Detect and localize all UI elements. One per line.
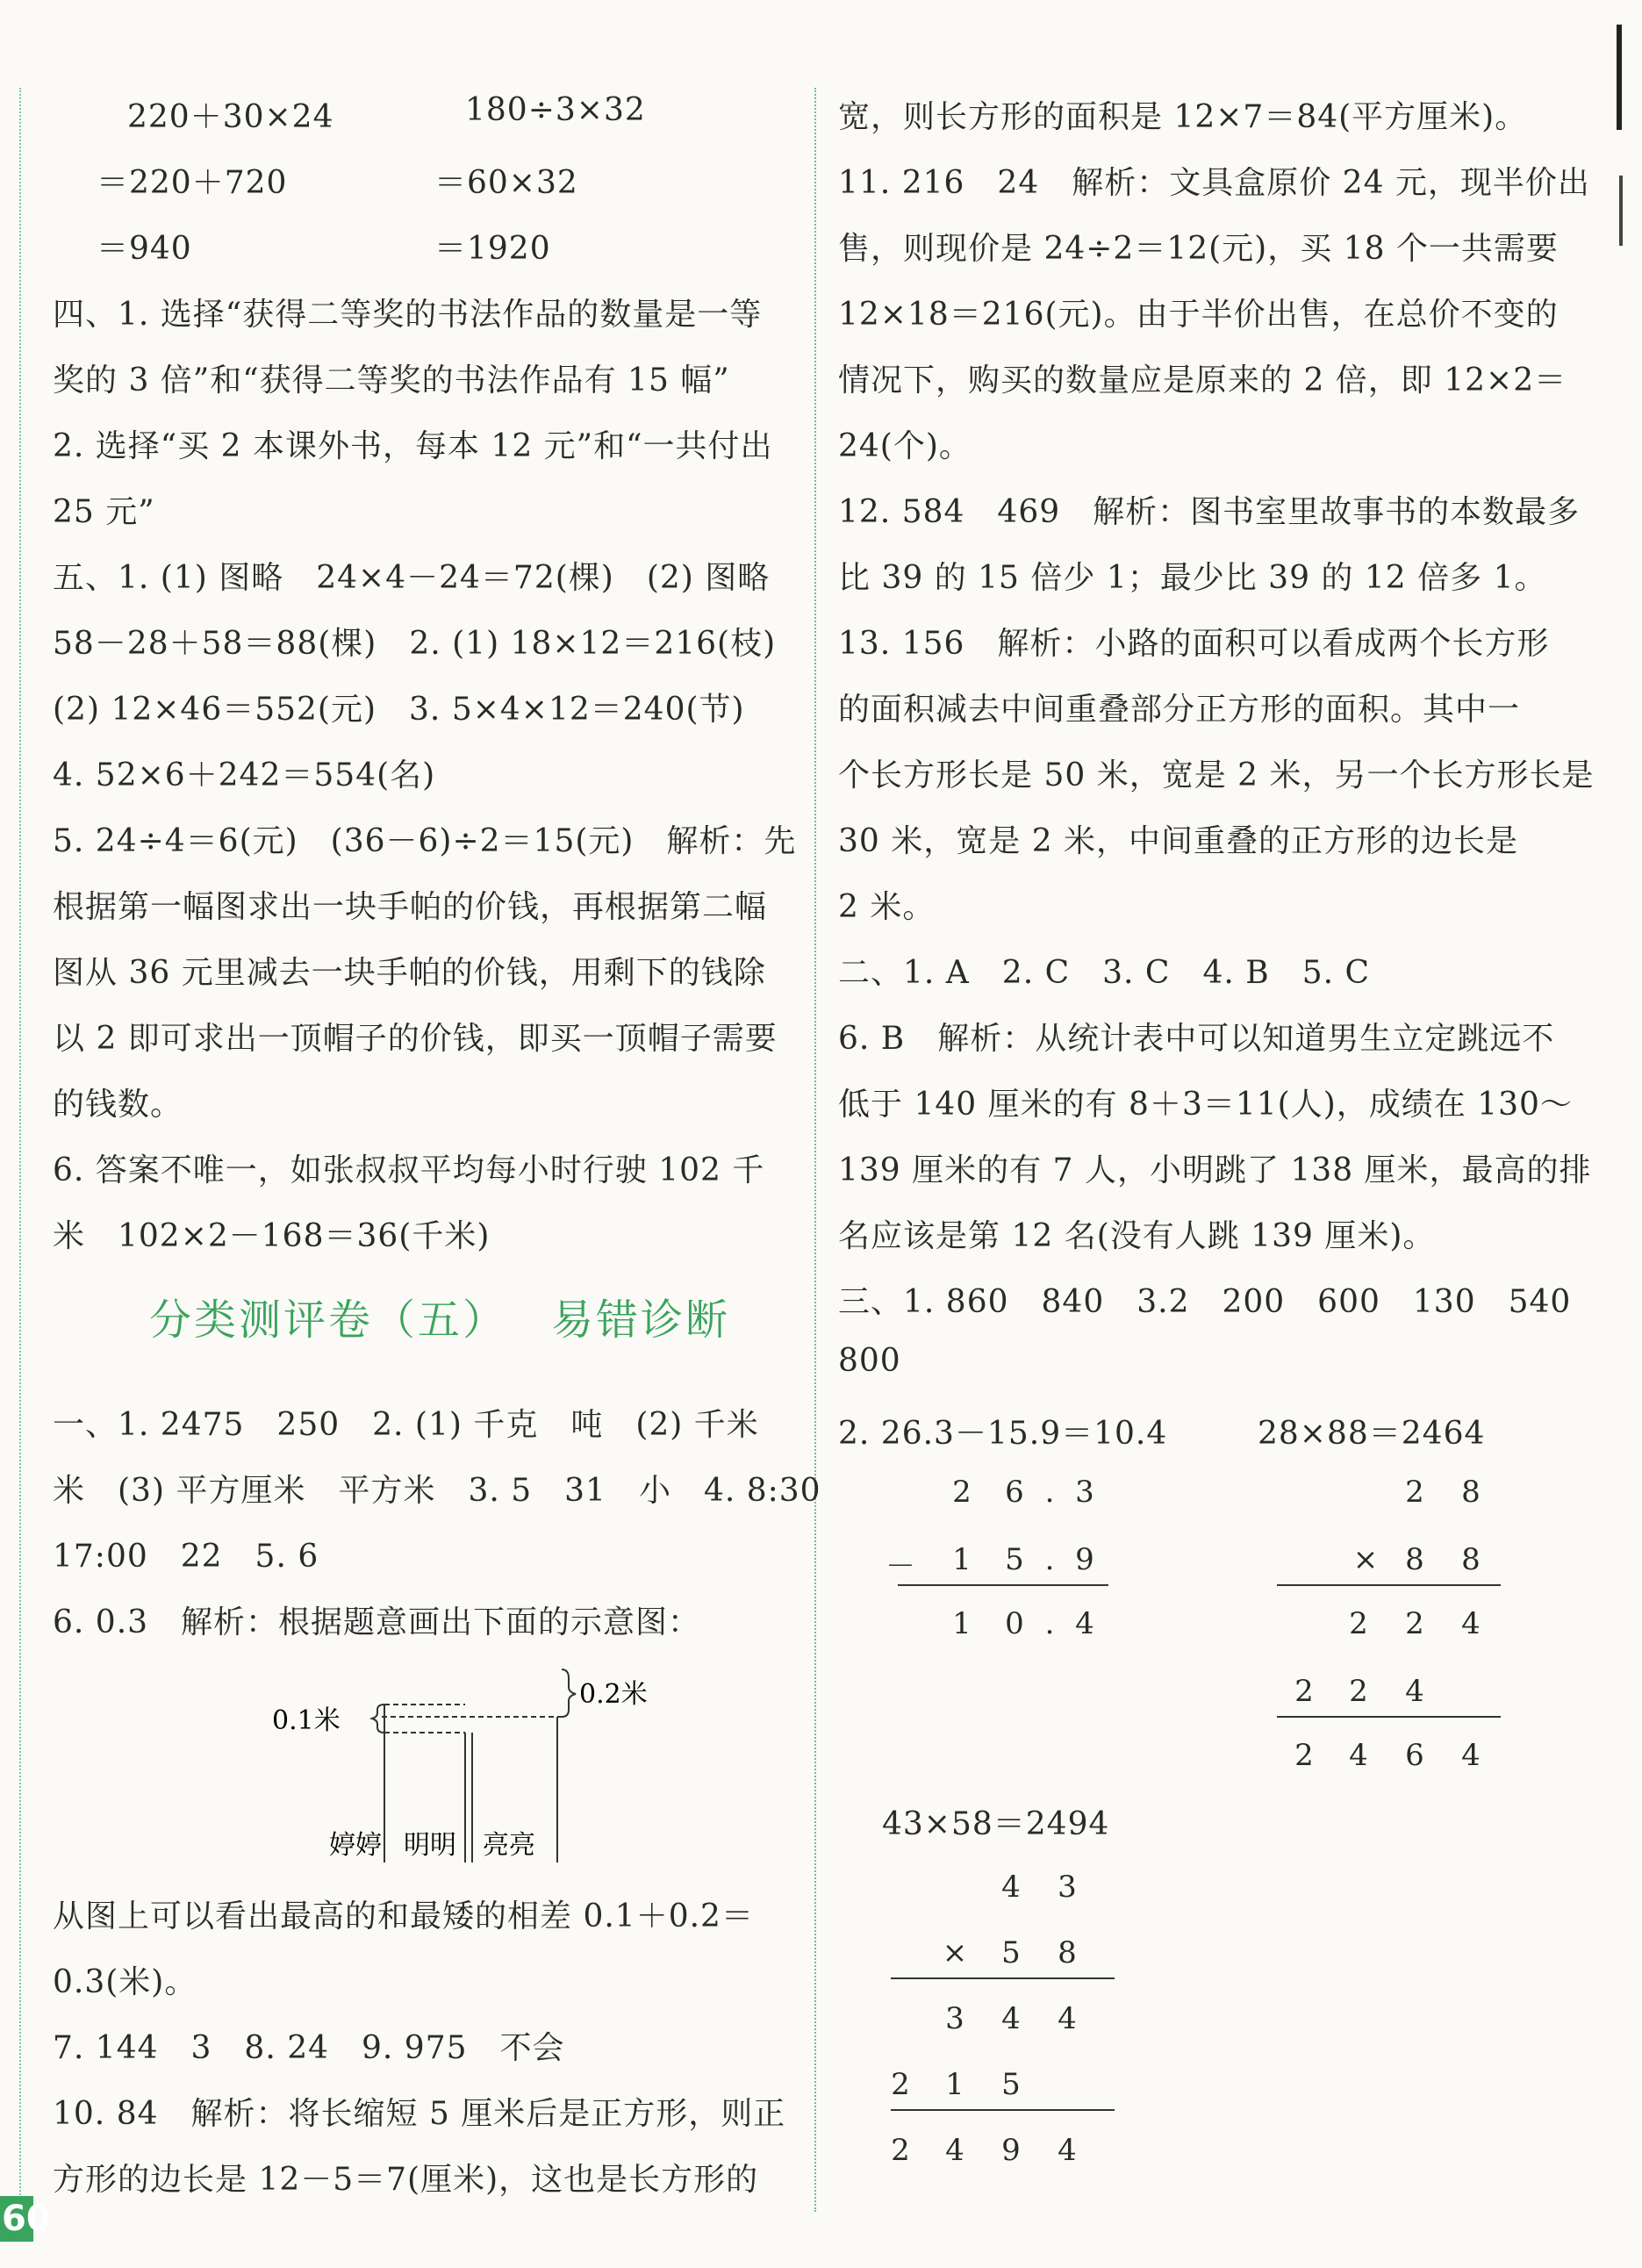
r-line-2: 售，则现价是 24÷2＝12(元)，买 18 个一共需要: [838, 231, 1559, 267]
r-line-7: 比 39 的 15 倍少 1；最少比 39 的 12 倍多 1。: [838, 560, 1547, 596]
section-title-sub: 易错诊断: [551, 1295, 731, 1345]
page-edge-mark-2: [1619, 176, 1623, 246]
s5-line10: 6. 答案不唯一，如张叔叔平均每小时行驶 102 千: [53, 1152, 765, 1188]
s5-line7: 图从 36 元里减去一块手帕的价钱，用剩下的钱除: [53, 955, 766, 991]
r-line-14: 6. B 解析：从统计表中可以知道男生立定跳远不: [838, 1021, 1555, 1057]
s1-line1: 一、1. 2475 250 2. (1) 千克 吨 (2) 千米: [53, 1407, 759, 1443]
vmul2-rule1: [891, 1977, 1115, 1979]
s5-line2: 58－28＋58＝88(棵) 2. (1) 18×12＝216(枝): [53, 626, 777, 662]
s1-line3: 17:00 22 5. 6: [53, 1539, 319, 1575]
r-line-15: 低于 140 厘米的有 8＋3＝11(人)，成绩在 130～: [838, 1087, 1573, 1123]
s5-line4: 4. 52×6＋242＝554(名): [53, 757, 436, 793]
r-line-19: 800: [838, 1343, 901, 1379]
calc2-line3: ＝1920: [434, 231, 551, 267]
r-line-9: 的面积减去中间重叠部分正方形的面积。其中一: [838, 692, 1521, 728]
r-line-20: 2. 26.3－15.9＝10.4: [838, 1416, 1168, 1452]
vsub-rule: [898, 1584, 1108, 1586]
s4-line4: 25 元”: [53, 494, 155, 530]
section-title-main: 分类测评卷（五）: [149, 1295, 508, 1345]
bracket-top-icon: [562, 1669, 576, 1717]
s5-line8: 以 2 即可求出一顶帽子的价钱，即买一顶帽子需要: [53, 1021, 778, 1057]
page-number: 60: [0, 2196, 33, 2242]
name-tingting: 婷婷: [329, 1830, 382, 1861]
r-line-11: 30 米，宽是 2 米，中间重叠的正方形的边长是: [838, 823, 1519, 859]
column-divider: [814, 88, 816, 2212]
height-diagram: [263, 1659, 648, 1870]
r-line-22: 43×58＝2494: [882, 1806, 1110, 1842]
name-mingming: 明明: [404, 1830, 456, 1861]
s1-line4: 6. 0.3 解析：根据题意画出下面的示意图：: [53, 1604, 701, 1640]
calc2-line2: ＝60×32: [434, 165, 578, 201]
s1b-line3: 7. 144 3 8. 24 9. 975 不会: [53, 2030, 565, 2066]
calc1-line2: ＝220＋720: [97, 165, 288, 201]
r-line-18: 三、1. 860 840 3.2 200 600 130 540: [838, 1284, 1572, 1320]
vmul2-rule2: [891, 2109, 1115, 2111]
calc1-line1: 220＋30×24: [127, 99, 334, 135]
s5-line5: 5. 24÷4＝6(元) (36－6)÷2＝15(元) 解析：先: [53, 823, 797, 859]
section-title: [149, 1286, 730, 1346]
r-line-1: 11. 216 24 解析：文具盒原价 24 元，现半价出: [838, 165, 1590, 201]
r-line-16: 139 厘米的有 7 人，小明跳了 138 厘米，最高的排: [838, 1152, 1592, 1188]
s4-line2: 奖的 3 倍”和“获得二等奖的书法作品有 15 幅”: [53, 362, 730, 398]
s5-line9: 的钱数。: [53, 1087, 183, 1123]
vmul1-rule2: [1277, 1716, 1501, 1718]
s1b-line2: 0.3(米)。: [53, 1964, 197, 2000]
left-margin-line: [19, 88, 21, 2212]
s1-line2: 米 (3) 平方厘米 平方米 3. 5 31 小 4. 8:30: [53, 1473, 821, 1509]
r-line-4: 情况下，购买的数量应是原来的 2 倍，即 12×2＝: [838, 362, 1567, 398]
s5-line6: 根据第一幅图求出一块手帕的价钱，再根据第二幅: [53, 889, 768, 925]
s5-line11: 米 102×2－168＝36(千米): [53, 1218, 491, 1254]
calc2-line1: 180÷3×32: [465, 92, 646, 128]
r-line-17: 名应该是第 12 名(没有人跳 139 厘米)。: [838, 1218, 1436, 1254]
r-line-5: 24(个)。: [838, 428, 972, 464]
bracket-mid-icon: [372, 1705, 384, 1733]
name-liangliang: 亮亮: [483, 1830, 535, 1861]
s4-line1: 四、1. 选择“获得二等奖的书法作品的数量是一等: [53, 297, 763, 333]
s1b-line5: 方形的边长是 12－5＝7(厘米)，这也是长方形的: [53, 2162, 759, 2198]
s5-line3: (2) 12×46＝552(元) 3. 5×4×12＝240(节): [53, 692, 745, 728]
r-line-8: 13. 156 解析：小路的面积可以看成两个长方形: [838, 626, 1550, 662]
page-edge-mark: [1617, 25, 1622, 130]
r-line-13: 二、1. A 2. C 3. C 4. B 5. C: [838, 955, 1371, 991]
s4-line3: 2. 选择“买 2 本课外书，每本 12 元”和“一共付出: [53, 428, 773, 464]
r-line-21: 28×88＝2464: [1258, 1416, 1486, 1452]
r-line-12: 2 米。: [838, 889, 936, 925]
r-line-10: 个长方形长是 50 米，宽是 2 米，另一个长方形长是: [838, 757, 1595, 793]
r-line-0: 宽，则长方形的面积是 12×7＝84(平方厘米)。: [838, 99, 1528, 135]
r-line-3: 12×18＝216(元)。由于半价出售，在总价不变的: [838, 297, 1559, 333]
label-01: 0.1米: [272, 1705, 341, 1736]
vmul1-rule1: [1277, 1584, 1501, 1586]
calc1-line3: ＝940: [97, 231, 192, 267]
label-02: 0.2米: [579, 1679, 648, 1710]
s1b-line1: 从图上可以看出最高的和最矮的相差 0.1＋0.2＝: [53, 1898, 754, 1934]
s1b-line4: 10. 84 解析：将长缩短 5 厘米后是正方形，则正: [53, 2096, 786, 2132]
s5-line1: 五、1. (1) 图略 24×4－24＝72(棵) (2) 图略: [53, 560, 771, 596]
r-line-6: 12. 584 469 解析：图书室里故事书的本数最多: [838, 494, 1581, 530]
